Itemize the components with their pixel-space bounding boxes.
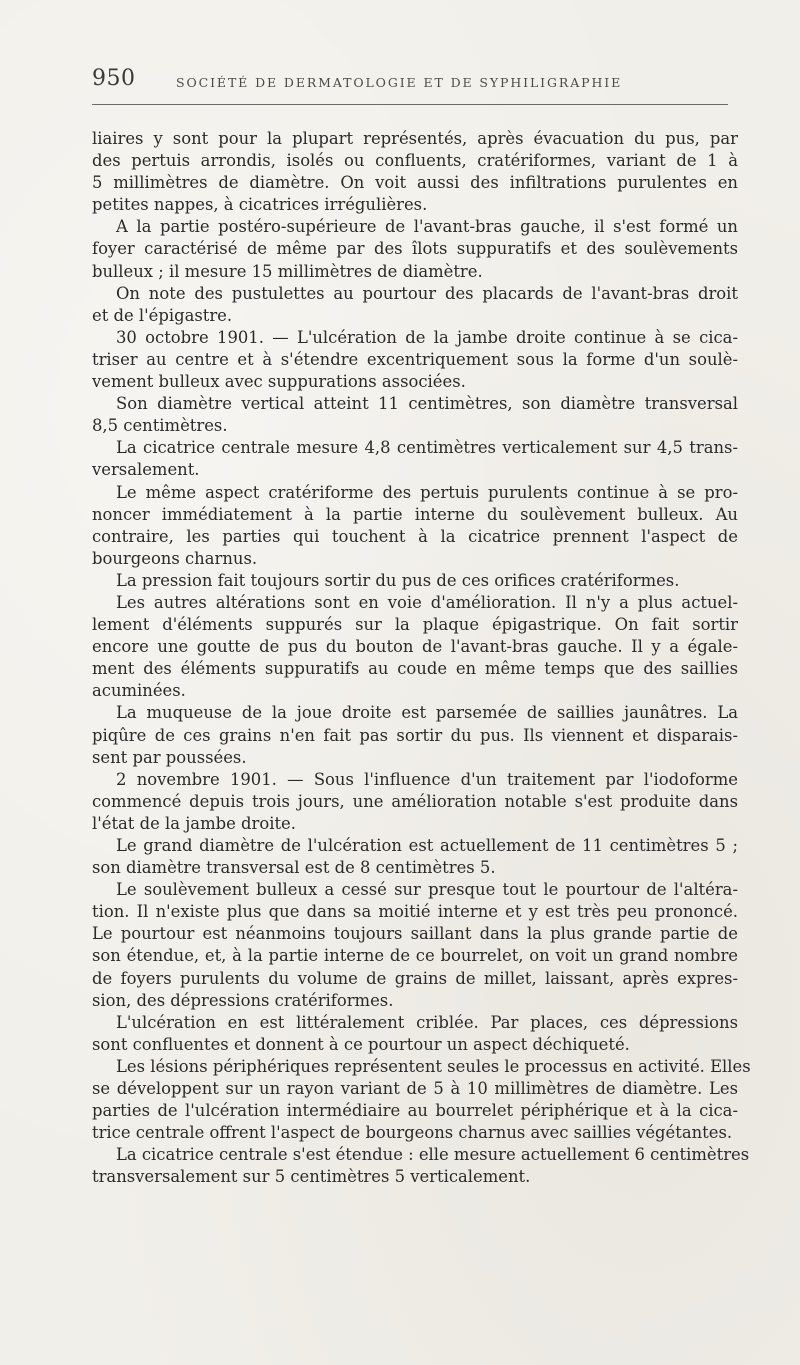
paragraph bbox=[92, 1056, 751, 1144]
text-line: sion, des dépressions cratériformes. bbox=[92, 990, 394, 1010]
paragraph bbox=[92, 702, 738, 768]
page-header bbox=[92, 66, 728, 106]
text-line: lement d'éléments suppurés sur la plaque épigastrique. On fait sortir bbox=[92, 615, 738, 635]
text-line: l'état de la jambe droite. bbox=[92, 813, 296, 833]
text-line: transversalement sur 5 centimètres 5 verticalement. bbox=[92, 1167, 531, 1187]
header-rule bbox=[92, 104, 728, 105]
text-line: Les lésions périphériques représentent seules le processus en activité. Elles bbox=[116, 1056, 751, 1076]
paragraph bbox=[92, 216, 738, 282]
text-line: Les autres altérations sont en voie d'amélioration. Il n'y a plus actuel- bbox=[116, 592, 738, 612]
text-line: 5 millimètres de diamètre. On voit aussi des infiltrations purulentes en bbox=[92, 173, 738, 193]
text-line: sent par poussées. bbox=[92, 747, 247, 767]
text-line: de foyers purulents du volume de grains de millet, laissant, après expres- bbox=[92, 968, 738, 988]
text-line: tion. Il n'existe plus que dans sa moitié interne et y est très peu prononcé. bbox=[92, 902, 738, 922]
text-line: liaires y sont pour la plupart représentés, après évacuation du pus, par bbox=[92, 129, 738, 148]
text-line: La cicatrice centrale mesure 4,8 centimètres verticalement sur 4,5 trans- bbox=[116, 438, 738, 458]
text-line: La pression fait toujours sortir du pus de ces orifices cratériformes. bbox=[116, 570, 680, 590]
text-line: Le soulèvement bulleux a cessé sur presque tout le pourtour de l'altéra- bbox=[116, 880, 738, 900]
text-line: acuminées. bbox=[92, 681, 186, 701]
paragraph bbox=[92, 592, 738, 702]
text-line: vement bulleux avec suppurations associées. bbox=[92, 372, 466, 392]
text-line: petites nappes, à cicatrices irrégulières. bbox=[92, 195, 428, 215]
paragraph bbox=[92, 769, 738, 835]
text-line: 2 novembre 1901. — Sous l'influence d'un traitement par l'iodoforme bbox=[116, 769, 738, 789]
body-text bbox=[92, 128, 751, 1189]
paragraph bbox=[92, 1144, 750, 1188]
paragraph bbox=[92, 879, 738, 1012]
paragraph bbox=[92, 1012, 738, 1056]
paragraph bbox=[92, 128, 738, 216]
text-line: bulleux ; il mesure 15 millimètres de diamètre. bbox=[92, 261, 483, 281]
text-line: On note des pustulettes au pourtour des placards de l'avant-bras droit bbox=[116, 283, 738, 303]
text-line: Le grand diamètre de l'ulcération est actuellement de 11 centimètres 5 ; bbox=[116, 836, 738, 855]
paragraph bbox=[92, 393, 738, 437]
text-line: ment des éléments suppuratifs au coude en même temps que des saillies bbox=[92, 659, 738, 679]
text-line: noncer immédiatement à la partie interne du soulèvement bulleux. Au bbox=[92, 504, 738, 524]
text-line: triser au centre et à s'étendre excentriquement sous la forme d'un soulè- bbox=[92, 349, 738, 369]
text-line: des pertuis arrondis, isolés ou confluents, cratériformes, variant de 1 à bbox=[92, 151, 738, 171]
text-line: trice centrale offrent l'aspect de bourgeons charnus avec saillies végétantes. bbox=[92, 1123, 733, 1143]
text-line: A la partie postéro-supérieure de l'avant-bras gauche, il s'est formé un bbox=[116, 217, 738, 237]
text-line: et de l'épigastre. bbox=[92, 305, 233, 325]
text-line: son étendue, et, à la partie interne de ce bourrelet, on voit un grand nombre bbox=[92, 946, 738, 966]
text-line: Le même aspect cratériforme des pertuis purulents continue à se pro- bbox=[116, 482, 738, 502]
text-line: versalement. bbox=[92, 460, 200, 480]
text-line: La muqueuse de la joue droite est parsemée de saillies jaunâtres. La bbox=[116, 703, 738, 723]
text-line: Son diamètre vertical atteint 11 centimètres, son diamètre transversal bbox=[116, 394, 738, 414]
page-number: 950 bbox=[92, 66, 136, 91]
paragraph bbox=[92, 283, 738, 327]
text-line: Le pourtour est néanmoins toujours saillant dans la plus grande partie de bbox=[92, 924, 738, 944]
text-line: foyer caractérisé de même par des îlots suppuratifs et des soulèvements bbox=[92, 239, 738, 259]
text-line: bourgeons charnus. bbox=[92, 548, 258, 568]
text-line: contraire, les parties qui touchent à la cicatrice prennent l'aspect de bbox=[92, 526, 738, 546]
text-line: parties de l'ulcération intermédiaire au bourrelet périphérique et à la cica- bbox=[92, 1101, 738, 1121]
paragraph bbox=[92, 482, 738, 570]
text-line: sont confluentes et donnent à ce pourtour un aspect déchiqueté. bbox=[92, 1034, 630, 1054]
paragraph bbox=[92, 835, 738, 879]
text-line: commencé depuis trois jours, une amélioration notable s'est produite dans bbox=[92, 791, 738, 811]
text-line: L'ulcération en est littéralement criblée. Par places, ces dépressions bbox=[116, 1012, 738, 1032]
paragraph bbox=[92, 437, 738, 481]
paragraph bbox=[92, 327, 738, 393]
running-title: SOCIÉTÉ DE DERMATOLOGIE ET DE SYPHILIGRAPHIE bbox=[176, 75, 623, 90]
paragraph bbox=[92, 570, 738, 592]
text-line: La cicatrice centrale s'est étendue : elle mesure actuellement 6 centimètres bbox=[116, 1145, 750, 1165]
text-line: piqûre de ces grains n'en fait pas sortir du pus. Ils viennent et disparais- bbox=[92, 725, 738, 745]
text-line: 30 octobre 1901. — L'ulcération de la jambe droite continue à se cica- bbox=[116, 327, 738, 347]
text-line: son diamètre transversal est de 8 centimètres 5. bbox=[92, 858, 496, 878]
text-line: 8,5 centimètres. bbox=[92, 416, 228, 436]
text-line: encore une goutte de pus du bouton de l'avant-bras gauche. Il y a égale- bbox=[92, 637, 738, 657]
text-line: se développent sur un rayon variant de 5 à 10 millimètres de diamètre. Les bbox=[92, 1079, 738, 1099]
